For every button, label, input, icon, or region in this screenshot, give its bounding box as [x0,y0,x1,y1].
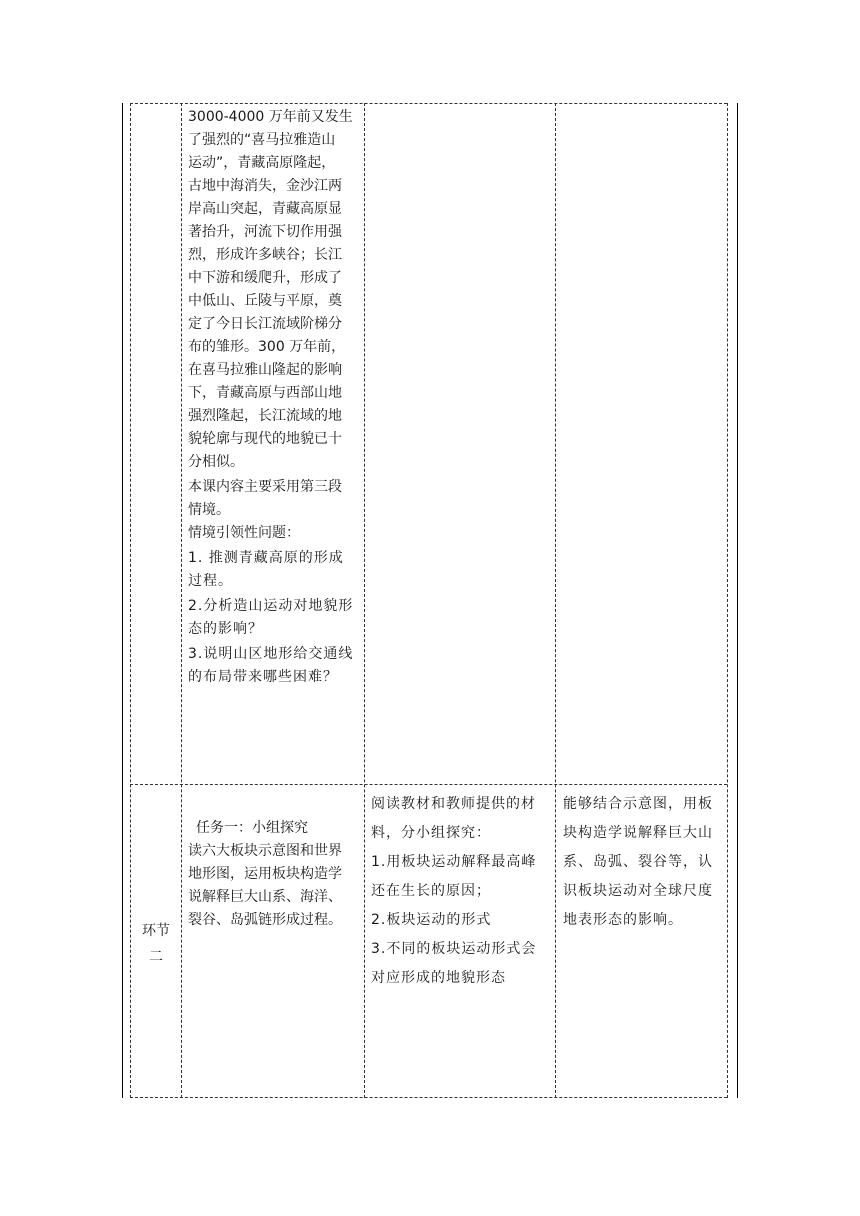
table-column-divider [727,103,728,1098]
content-line: 强烈隆起，长江流域的地 [188,408,342,424]
content-line: 分相似。 [188,454,244,470]
content-line: 貌轮廓与现代的地貌已十 [188,431,342,447]
table-column-divider [555,103,556,1098]
content-line: 烈，形成许多峡谷；长江 [188,247,342,263]
table-outer-border-left [122,103,123,1098]
table-column-divider [181,103,182,1098]
scenario-note-line: 情境。 [188,502,230,518]
content-line: 定了今日长江流域阶梯分 [188,316,342,332]
question-line: 1. 推测青藏高原的形成 [188,550,344,566]
stage-label: 环节 [142,923,170,939]
table-outer-border-right [737,103,738,1098]
student-item-line: 2.板块运动的形式 [371,912,492,928]
content-line: 著抬升，河流下切作用强 [188,224,342,240]
student-item-line: 还在生长的原因； [371,883,491,899]
learning-goal-cell [563,790,725,935]
stage-label-cell [131,918,181,970]
goal-line: 块构造学说解释巨大山 [563,825,713,841]
scenario-note-line: 本课内容主要采用第三段 [188,479,342,495]
question-line: 态的影响？ [188,621,263,637]
task-cell [188,817,362,932]
task-line: 裂谷、岛弧链形成过程。 [188,912,342,928]
content-line: 了强烈的“喜马拉雅造山 [188,132,336,148]
goal-line: 地表形态的影响。 [563,912,683,928]
student-intro-line: 阅读教材和教师提供的材 [371,796,536,812]
student-item-line: 3.不同的板块运动形式会 [371,941,537,957]
content-line: 中低山、丘陵与平原，奠 [188,293,342,309]
content-line: 岸高山突起，青藏高原显 [188,201,342,217]
task-title: 任务一：小组探究 [196,820,308,836]
scenario-content-cell [188,106,360,689]
questions-heading: 情境引领性问题： [188,525,300,541]
question-line: 3.说明山区地形给交通线 [188,646,354,662]
table-row-divider [130,103,727,104]
student-activity-cell [371,790,553,993]
question-line: 过程。 [188,573,233,589]
task-line: 说解释巨大山系、海洋、 [188,889,342,905]
task-line: 地形图，运用板块构造学 [188,866,342,882]
student-item-line: 1.用板块运动解释最高峰 [371,854,537,870]
table-row-divider [130,1097,727,1098]
content-line: 下，青藏高原与西部山地 [188,385,342,401]
question-line: 的布局带来哪些困难？ [188,669,338,685]
content-line: 在喜马拉雅山隆起的影响 [188,362,342,378]
content-line: 布的雏形。300 万年前， [188,339,346,355]
question-line: 2.分析造山运动对地貌形 [188,598,354,614]
student-intro-line: 料，分小组探究： [371,825,491,841]
goal-line: 系、岛弧、裂谷等，认 [563,854,713,870]
goal-line: 能够结合示意图，用板 [563,796,713,812]
stage-label: 二 [149,949,163,965]
content-line: 中下游和缓爬升，形成了 [188,270,342,286]
content-line: 3000-4000 万年前又发生 [188,109,353,125]
task-line: 读六大板块示意图和世界 [188,843,342,859]
goal-line: 识板块运动对全球尺度 [563,883,713,899]
table-column-divider [364,103,365,1098]
table-row-divider [130,784,727,785]
student-item-line: 对应形成的地貌形态 [371,970,506,986]
content-line: 运动”，青藏高原隆起， [188,155,336,171]
content-line: 古地中海消失，金沙江两 [188,178,342,194]
